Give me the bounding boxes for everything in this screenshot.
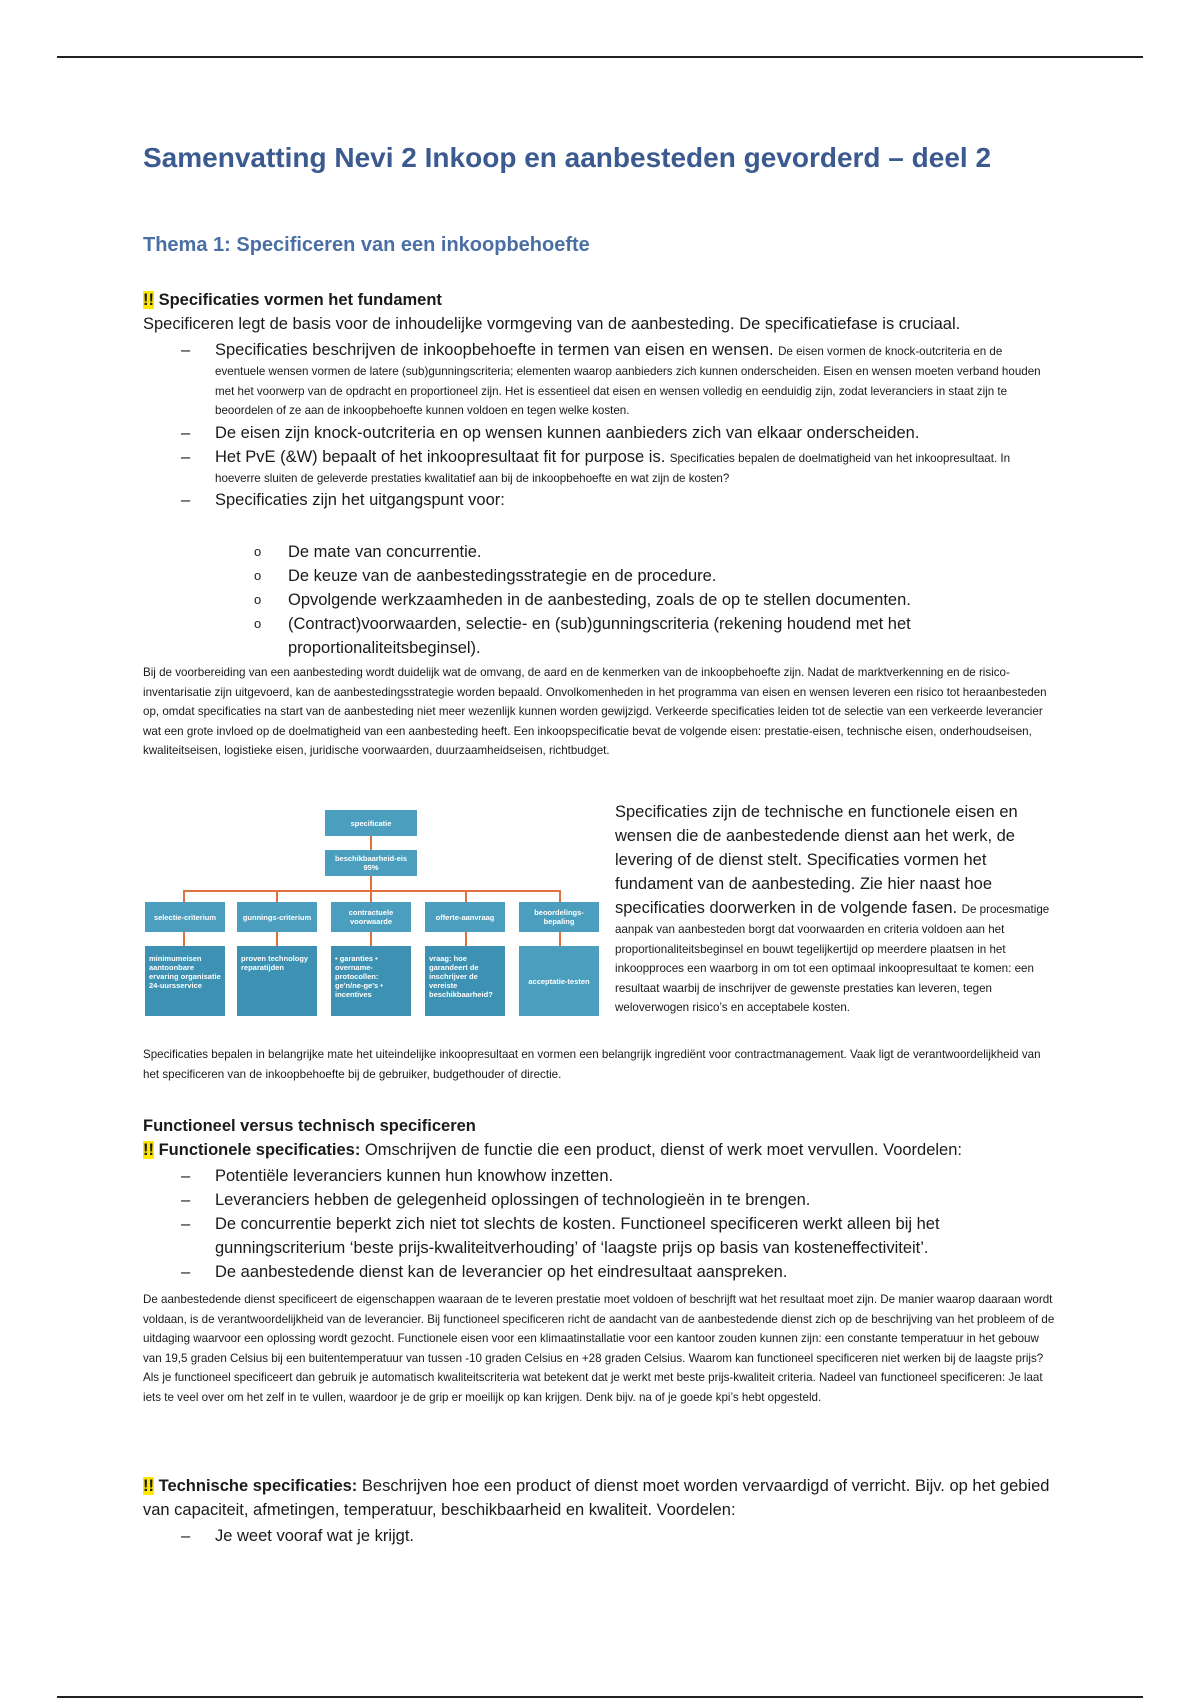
list-item: – Specificaties zijn het uitgangspunt voor: — [181, 491, 505, 509]
list-item: o De mate van concurrentie. — [254, 543, 482, 561]
connector — [370, 890, 372, 902]
diagram-box-row1: offerte-aanvraag — [425, 902, 505, 932]
footer-rule — [57, 1696, 1143, 1698]
functional-bullets — [143, 1164, 1055, 1284]
technical-bullets — [143, 1524, 1055, 1548]
list-item: – Leveranciers hebben de gelegenheid oplossingen of technologieën in te brengen. — [181, 1191, 811, 1209]
diagram-box-row2: proven technology reparatijden — [237, 946, 317, 1016]
diagram-box-second: beschikbaarheid-eis 95% — [325, 850, 417, 876]
list-item: o De keuze van de aanbestedingsstrategie en de procedure. — [254, 567, 717, 585]
list-item: o (Contract)voorwaarden, selectie- en (sub)gunningscriteria (rekening houdend met het proportionaliteitsbeginsel). — [254, 615, 911, 657]
connector — [276, 890, 278, 902]
section1-bullets — [143, 338, 1055, 512]
diagram-box-row1: gunnings-criterium — [237, 902, 317, 932]
list-item: o Opvolgende werkzaamheden in de aanbesteding, zoals de op te stellen documenten. — [254, 591, 911, 609]
section1-subbullets — [143, 540, 1055, 660]
connector — [465, 890, 467, 902]
theme-heading: Thema 1: Specificeren van een inkoopbehoefte — [143, 234, 590, 256]
diagram-box-row1: selectie-criterium — [145, 902, 225, 932]
list-item: – De concurrentie beperkt zich niet tot slechts de kosten. Functioneel specificeren werkt alleen bij het gunningscriterium ‘beste prijs-kwaliteitverhouding’ of ‘laagste prijs op basis van kosteneffectiviteit’. — [181, 1215, 940, 1257]
after-diagram-paragraph: Specificaties bepalen in belangrijke mate het uiteindelijke inkoopresultaat en vormen een belangrijk ingrediënt voor contractmanagement. Vaak ligt de verantwoordelijkheid van het specificeren van de inkoopbehoefte bij de gebruiker, budgethouder of directie. — [143, 1048, 1041, 1081]
connector — [370, 932, 372, 946]
list-item: – Het PvE (&W) bepaalt of het inkoopresultaat fit for purpose is. Specificaties bepalen de doelmatigheid van het inkoopresultaat. In hoeverre sluiten de geleverde prestaties kwalitatief aan bij de inkoopbehoefte en wat zijn de kosten? — [181, 447, 1011, 485]
diagram-box-row2: • garanties • overname-protocollen: ge'n/ne-ge's • incentives — [331, 946, 411, 1016]
connector — [183, 890, 561, 892]
list-item: – Specificaties beschrijven de inkoopbehoefte in termen van eisen en wensen. De eisen vormen de knock-outcriteria en de eventuele wensen vormen de latere (sub)gunningscriteria; elementen waarop aanbieders zich kunnen onderscheiden. Eisen en wensen moeten verband houden met het voorwerp van de opdracht en proportioneel zijn. Het is essentieel dat eisen en wensen volledig en eenduidig zijn, zodat leveranciers in staat zijn te beoordelen of ze aan de inkoopbehoefte kunnen voldoen en tegen welke kosten. — [181, 341, 1041, 417]
list-item: – De aanbestedende dienst kan de leverancier op het eindresultaat aanspreken. — [181, 1263, 788, 1281]
connector — [183, 932, 185, 946]
document-title: Samenvatting Nevi 2 Inkoop en aanbesteden gevorderd – deel 2 — [143, 142, 992, 173]
list-item: – Potentiële leveranciers kunnen hun knowhow inzetten. — [181, 1167, 614, 1185]
functional-paragraph: De aanbestedende dienst specificeert de eigenschappen waaraan de te leveren prestatie moet voldoen of beschrijft wat het resultaat moet zijn. De manier waarop daaraan wordt voldaan, is de verantwoordelijkheid van de leverancier. Bij functioneel specificeren richt de aandacht van de aanbestedende dienst zich op de beschrijving van het probleem of de uitdaging waarvoor een oplossing wordt gezocht. Functionele eisen voor een klimaatinstallatie voor een kantoor zouden kunnen zijn: een constante temperatuur in het gebouw van 19,5 graden Celsius bij een buitentemperatuur van tussen -10 graden Celsius en +28 graden Celsius. Waarom kan functioneel specificeren niet werken bij de laagste prijs? Als je functioneel specificeert dan gebruik je automatisch kwaliteitscriteria wat betekent dat je werkt met beste prijs-kwaliteit criteria. Nadeel van functioneel specificeren: Je laat iets te veel over om het zelf in te vullen, waardoor je de grip er moeilijk op kan krijgen. Denk bijv. na of je goede kpi’s hebt opgesteld. — [143, 1293, 1055, 1404]
list-item: – De eisen zijn knock-outcriteria en op wensen kunnen aanbieders zich van elkaar onderscheiden. — [181, 423, 920, 442]
section1-heading-line — [143, 288, 1055, 312]
technical-line: !! Technische specificaties: Beschrijven hoe een product of dienst moet worden vervaardigd of verricht. Bijv. op het gebied van capaciteit, afmetingen, temperatuur, beschikbaarheid en kwaliteit. Voordelen: — [143, 1477, 1050, 1519]
diagram-box-row1: contractuele voorwaarde — [331, 902, 411, 932]
diagram-box-row2: acceptatie-testen — [519, 946, 599, 1016]
section1-heading: Specificaties vormen het fundament — [158, 291, 442, 309]
diagram-side-text: Specificaties zijn de technische en functionele eisen en wensen die de aanbestedende dienst aan het werk, de levering of de dienst stelt. Specificaties vormen het fundament van de aanbesteding. Zie hier naast hoe specificaties doorwerken in de volgende fasen. De procesmatige aanpak van aanbesteden borgt dat voorwaarden en criteria voldoen aan het proportionaliteitsbeginsel en bouwt tegelijkertijd op meerdere plaatsen in het inkoopproces een waarborg in om tot een optimaal inkoopresultaat te komen: een resultaat waarbij de inschrijver de gewenste prestaties kan leveren, tegen weloverwogen risico’s en acceptabele kosten. — [615, 803, 1050, 1014]
highlight-marker: !! — [143, 291, 154, 309]
connector — [183, 890, 185, 902]
diagram-box-row1: beoordelings-bepaling — [519, 902, 599, 932]
functional-line: !! Functionele specificaties: Omschrijven de functie die een product, dienst of werk moet vervullen. Voordelen: — [143, 1141, 962, 1159]
connector — [370, 836, 372, 850]
connector — [465, 932, 467, 946]
section1-paragraph: Bij de voorbereiding van een aanbesteding wordt duidelijk wat de omvang, de aard en de kenmerken van de inkoopbehoefte zijn. Nadat de marktverkenning en de risico- inventarisatie zijn uitgevoerd, kan de aanbestedingsstrategie worden bepaald. Onvolkomenheden in het programma van eisen en wensen leveren een risico tot heraanbesteden op, omdat specificaties na start van de aanbesteding niet meer wezenlijk kunnen worden gewijzigd. Verkeerde specificaties leiden tot de selectie van een verkeerde leverancier wat een grote invloed op de doelmatigheid van een aanbesteding heeft. Een inkoopspecificatie bevat de volgende eisen: prestatie-eisen, technische eisen, onderhoudseisen, kwaliteitseisen, logistieke eisen, juridische voorwaarden, duurzaamheidseisen, richtbudget. — [143, 666, 1047, 757]
specification-diagram — [143, 806, 603, 1036]
list-item: – Je weet vooraf wat je krijgt. — [181, 1527, 414, 1545]
connector — [276, 932, 278, 946]
connector — [559, 932, 561, 946]
diagram-box-row2: minimumeisen aantoonbare ervaring organisatie 24-uursservice — [145, 946, 225, 1016]
section2-heading: Functioneel versus technisch specificeren — [143, 1117, 476, 1135]
connector — [370, 876, 372, 890]
connector — [559, 890, 561, 902]
diagram-box-row2: vraag: hoe garandeert de inschrijver de vereiste beschikbaarheid? — [425, 946, 505, 1016]
section1-intro: Specificeren legt de basis voor de inhoudelijke vormgeving van de aanbesteding. De specificatiefase is cruciaal. — [143, 315, 961, 333]
diagram-box-top: specificatie — [325, 810, 417, 836]
header-rule — [57, 56, 1143, 58]
